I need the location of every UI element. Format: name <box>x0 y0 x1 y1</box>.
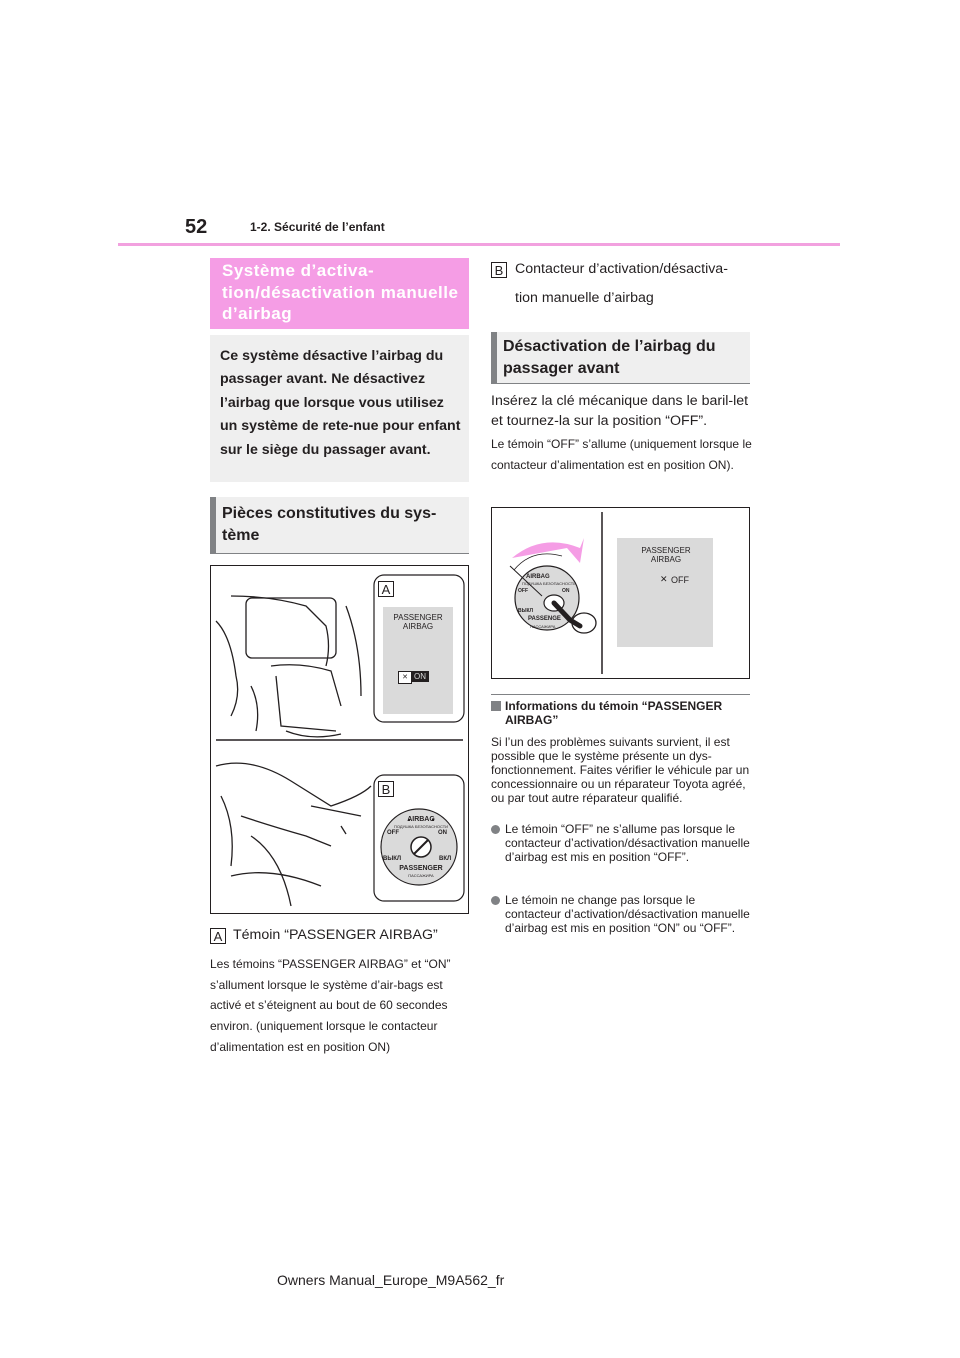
dashboard-figure <box>210 565 469 914</box>
page-number: 52 <box>185 216 208 238</box>
switch-passenger-label: PASSENGER <box>399 865 443 872</box>
switch-vkl-label: ВКЛ <box>439 856 452 862</box>
indicator2-line1: PASSENGER <box>641 546 691 555</box>
indicator-text <box>384 613 452 631</box>
title-box-text: Système d’activa-tion/désactivation manuelle d’airbag <box>222 261 459 323</box>
switch2-label-ru: ПОДУШКА БЕЗОПАСНОСТИ <box>522 581 577 586</box>
caption-b-line2: tion manuelle d’airbag <box>515 290 654 306</box>
switch-on-label: ON <box>438 830 447 836</box>
caption-b-line1: Contacteur d’activation/désactiva- <box>515 261 728 277</box>
switch2-passenger-label: PASSENGE <box>528 616 561 622</box>
indicator-line2: AIRBAG <box>402 622 434 631</box>
info-paragraph: Si l’un des problèmes suivants survient, il est possible que le système présente un dys-fonctionnement. Faites vérifier le véhicule par un concessionnaire ou un réparateur Toyota agréé, ou par tout autre réparateur qualifié. <box>491 735 750 805</box>
indicator-line1: PASSENGER <box>393 613 443 622</box>
section-title: 1-2. Sécurité de l’enfant <box>250 220 385 234</box>
switch2-vykl-label: ВЫКЛ <box>518 608 534 614</box>
notice-box <box>210 335 469 482</box>
indicator2-line2: AIRBAG <box>650 555 682 564</box>
caption-a: Témoin “PASSENGER AIRBAG” <box>233 927 438 943</box>
callout-a-label: A <box>378 581 394 597</box>
note-text: Le témoin “OFF” s’allume (uniquement lorsque le contacteur d’alimentation est en position ON). <box>491 437 752 472</box>
airbag-off-icon: ✕ <box>398 671 412 684</box>
bullet-dot-icon <box>491 896 500 905</box>
callout-b-label: B <box>378 781 394 797</box>
parts-heading-box <box>210 497 469 554</box>
title-box <box>210 258 469 329</box>
key-switch-figure <box>491 507 750 679</box>
footer: Owners Manual_Europe_M9A562_fr <box>277 1272 505 1288</box>
header-rule <box>118 243 840 246</box>
switch-off-label: OFF <box>387 830 399 836</box>
switch-label-top: AIRBAG <box>407 816 435 823</box>
rotation-arrow <box>512 538 584 563</box>
caption-b-box: B <box>491 262 507 278</box>
switch-ru2-label: ПАССАЖИРА <box>408 873 434 878</box>
notice-text: Ce système désactive l’airbag du passager avant. Ne désactivez l’airbag que lorsque vous utilisez un système de rete-nue pour enfant sur le siège du passager avant. <box>220 348 461 458</box>
info-heading: Informations du témoin “PASSENGER AIRBAG” <box>505 699 723 727</box>
bullet-1: Le témoin “OFF” ne s’allume pas lorsque le contacteur d’activation/désactivation manuelle d’airbag est mis en position “OFF”. <box>505 822 750 864</box>
switch-label-ru: ПОДУШКА БЕЗОПАСНОСТИ <box>393 824 449 829</box>
switch2-ru2-label: ПАССАЖИРА <box>530 624 556 629</box>
switch2-label-top: AIRBAG <box>526 574 550 580</box>
switch-vykl-label: ВЫКЛ <box>383 856 402 862</box>
key-switch-illustration <box>492 508 749 678</box>
parts-heading: Pièces constitutives du sys-tème <box>222 505 437 544</box>
switch2-on-label: ON <box>562 588 570 594</box>
info-square-icon <box>491 701 501 711</box>
paragraph-a: Les témoins “PASSENGER AIRBAG” et “ON” s’allument lorsque le système d’air-bags est activé et s’éteignent au bout de 60 secondes environ. (uniquement lorsque le contacteur d’alimentation est en position ON) <box>210 957 451 1054</box>
caption-a-box: A <box>210 928 226 944</box>
indicator2-text <box>632 546 700 564</box>
deactivation-heading: Désactivation de l’airbag du passager avant <box>503 338 716 377</box>
airbag-off-icon-2: ✕ <box>660 574 668 584</box>
bullet-dot-icon <box>491 825 500 834</box>
indicator2-off: OFF <box>671 575 689 585</box>
info-rule <box>491 694 750 695</box>
switch2-off-label: OFF <box>518 588 528 594</box>
indicator-on: ON <box>411 671 429 682</box>
instruction-text: Insérez la clé mécanique dans le baril-let et tournez-la sur la position “OFF”. <box>491 393 749 429</box>
deactivation-heading-box <box>491 332 750 384</box>
bullet-2: Le témoin ne change pas lorsque le contacteur d’activation/désactivation manuelle d’airbag est mis en position “ON” ou “OFF”. <box>505 893 750 935</box>
